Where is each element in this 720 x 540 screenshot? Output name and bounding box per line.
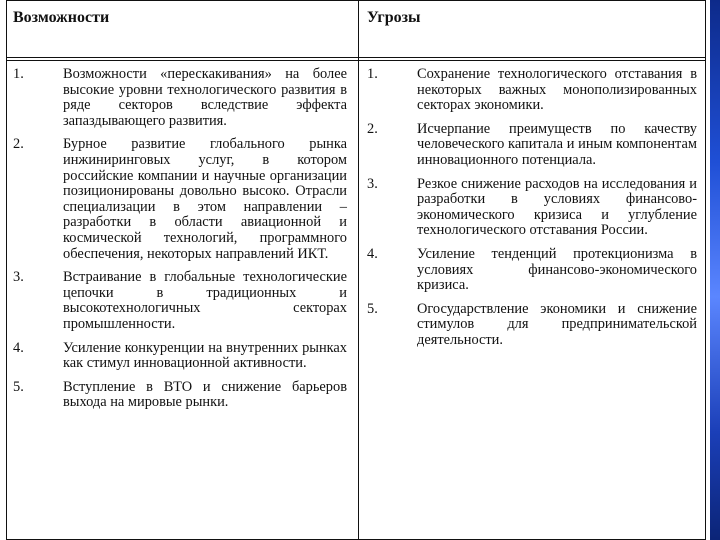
header-divider: [7, 57, 705, 61]
item-number: 1.: [367, 66, 378, 82]
item-number: 5.: [367, 300, 378, 317]
item-number: 5.: [13, 378, 24, 395]
header-opportunities: Возможности: [13, 9, 110, 26]
item-number: 3.: [367, 175, 378, 192]
threats-list: [367, 67, 697, 357]
header-threats: Угрозы: [367, 9, 421, 26]
list-item: [13, 270, 347, 332]
item-number: 4.: [367, 245, 378, 262]
item-number: 2.: [13, 136, 24, 153]
column-divider: [358, 1, 359, 539]
list-item: [13, 137, 347, 262]
item-text: Возможности «перескакивания» на более высокие уровни технологического развития в ряде секторов вследствие эффекта запаздывающего развития.: [63, 66, 347, 129]
list-item: [367, 247, 697, 294]
opportunities-list: [13, 67, 347, 419]
item-text: Усиление тенденций протекционизма в условиях финансово-экономического кризиса.: [417, 245, 697, 294]
item-number: 3.: [13, 269, 24, 286]
item-text: Усиление конкуренции на внутренних рынках как стимул инновационной активности.: [63, 339, 347, 372]
list-item: [367, 302, 697, 349]
item-text: Сохранение технологического отставания в некоторых важных монополизированных секторах экономики.: [417, 66, 697, 114]
list-item: [367, 122, 697, 169]
list-item: [13, 380, 347, 411]
item-number: 4.: [13, 339, 24, 356]
item-text: Вступление в ВТО и снижение барьеров выхода на мировые рынки.: [63, 378, 347, 411]
item-number: 2.: [367, 120, 378, 137]
list-item: [367, 177, 697, 239]
item-number: 1.: [13, 66, 24, 82]
swot-table: [6, 0, 706, 540]
item-text: Встраивание в глобальные технологические цепочки в традиционных и высокотехнологичных секторах промышленности.: [63, 269, 347, 332]
list-item: [13, 341, 347, 372]
list-item: [13, 67, 347, 129]
item-text: Огосударствление экономики и снижение стимулов для предпринимательской деятельности.: [417, 300, 697, 348]
item-text: Бурное развитие глобального рынка инжиниринговых услуг, в котором российские компании и научные организации позиционированы довольно высоко. Отрасли специализации в этом направлении – разработки в области авиационной и космической технологий, программного обеспечения, некоторых направлений ИКТ.: [63, 136, 347, 262]
decorative-side-strip: [710, 0, 720, 540]
list-item: [367, 67, 697, 114]
item-text: Исчерпание преимуществ по качеству человеческого капитала и иным компонентам инновационного потенциала.: [417, 120, 697, 168]
item-text: Резкое снижение расходов на исследования и разработки в условиях финансово-экономического кризиса и углубление технологического отставания России.: [417, 175, 697, 239]
